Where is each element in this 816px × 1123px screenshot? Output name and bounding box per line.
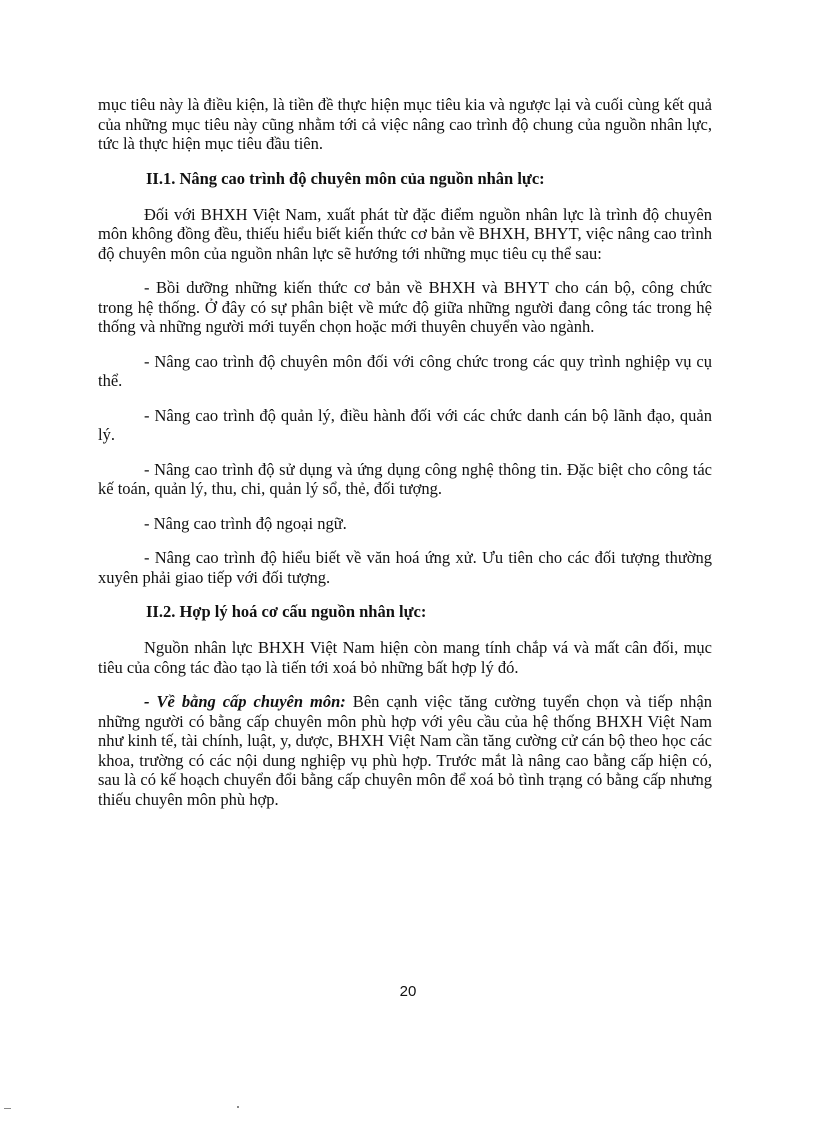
list-item: - Bồi dưỡng những kiến thức cơ bản về BHXH và BHYT cho cán bộ, công chức trong hệ thống. Ở đây có sự phân biệt về mức độ giữa những người đang công tác trong hệ thống và những người mới tuyển chọn hoặc mới thuyên chuyển vào ngành. <box>98 278 712 336</box>
list-item: - Nâng cao trình độ hiểu biết về văn hoá ứng xử. Ưu tiên cho các đối tượng thường xuyên phải giao tiếp với đối tượng. <box>98 548 712 587</box>
list-item: - Nâng cao trình độ quản lý, điều hành đối với các chức danh cán bộ lãnh đạo, quản lý. <box>98 405 712 444</box>
scan-speck <box>4 1108 11 1109</box>
page-number: 20 <box>399 983 417 1000</box>
section-heading-ii-2: II.2. Hợp lý hoá cơ cấu nguồn nhân lực: <box>146 602 427 621</box>
list-item: - Nâng cao trình độ chuyên môn đối với công chức trong các quy trình nghiệp vụ cụ thể. <box>98 351 712 390</box>
qualification-text: Bên cạnh việc tăng cường tuyển chọn và tiếp nhận những người có bằng cấp chuyên môn phù hợp với yêu cầu của hệ thống BHXH Việt Nam như kinh tế, tài chính, luật, y, dược, BHXH Việt Nam cần tăng cường cử cán bộ theo học các khoa, trường có các nội dung nghiệp vụ phù hợp. Trước mắt là nâng cao bằng cấp hiện có, sau là có kế hoạch chuyển đổi bằng cấp chuyên môn để xoá bỏ tình trạng có bằng cấp nhưng thiếu chuyên môn phù hợp. <box>98 692 712 809</box>
qualification-lead: - Về bằng cấp chuyên môn: <box>144 692 346 711</box>
section-ii-2-paragraph: Nguồn nhân lực BHXH Việt Nam hiện còn mang tính chắp vá và mất cân đối, mục tiêu của công tác đào tạo là tiến tới xoá bỏ những bất hợp lý đó. <box>98 638 712 677</box>
section-ii-1-paragraph: Đối với BHXH Việt Nam, xuất phát từ đặc điểm nguồn nhân lực là trình độ chuyên môn không đồng đều, thiếu hiểu biết kiến thức cơ bản về BHXH, BHYT, việc nâng cao trình độ chuyên môn của nguồn nhân lực sẽ hướng tới những mục tiêu cụ thể sau: <box>98 204 712 263</box>
list-item: - Nâng cao trình độ ngoại ngữ. <box>144 513 347 533</box>
intro-paragraph: mục tiêu này là điều kiện, là tiền đề thực hiện mục tiêu kia và ngược lại và cuối cùng kết quả của những mục tiêu này cũng nhằm tới cả việc nâng cao trình độ chung của nguồn nhân lực, tức là thực hiện mục tiêu đầu tiên. <box>98 95 712 153</box>
qualification-paragraph <box>98 692 712 809</box>
section-heading-ii-1: II.1. Nâng cao trình độ chuyên môn của nguồn nhân lực: <box>146 168 545 188</box>
list-item: - Nâng cao trình độ sử dụng và ứng dụng công nghệ thông tin. Đặc biệt cho công tác kế toán, quản lý, thu, chi, quản lý sổ, thẻ, đối tượng. <box>98 459 712 498</box>
page-content <box>98 95 712 824</box>
scan-speck <box>237 1106 239 1108</box>
